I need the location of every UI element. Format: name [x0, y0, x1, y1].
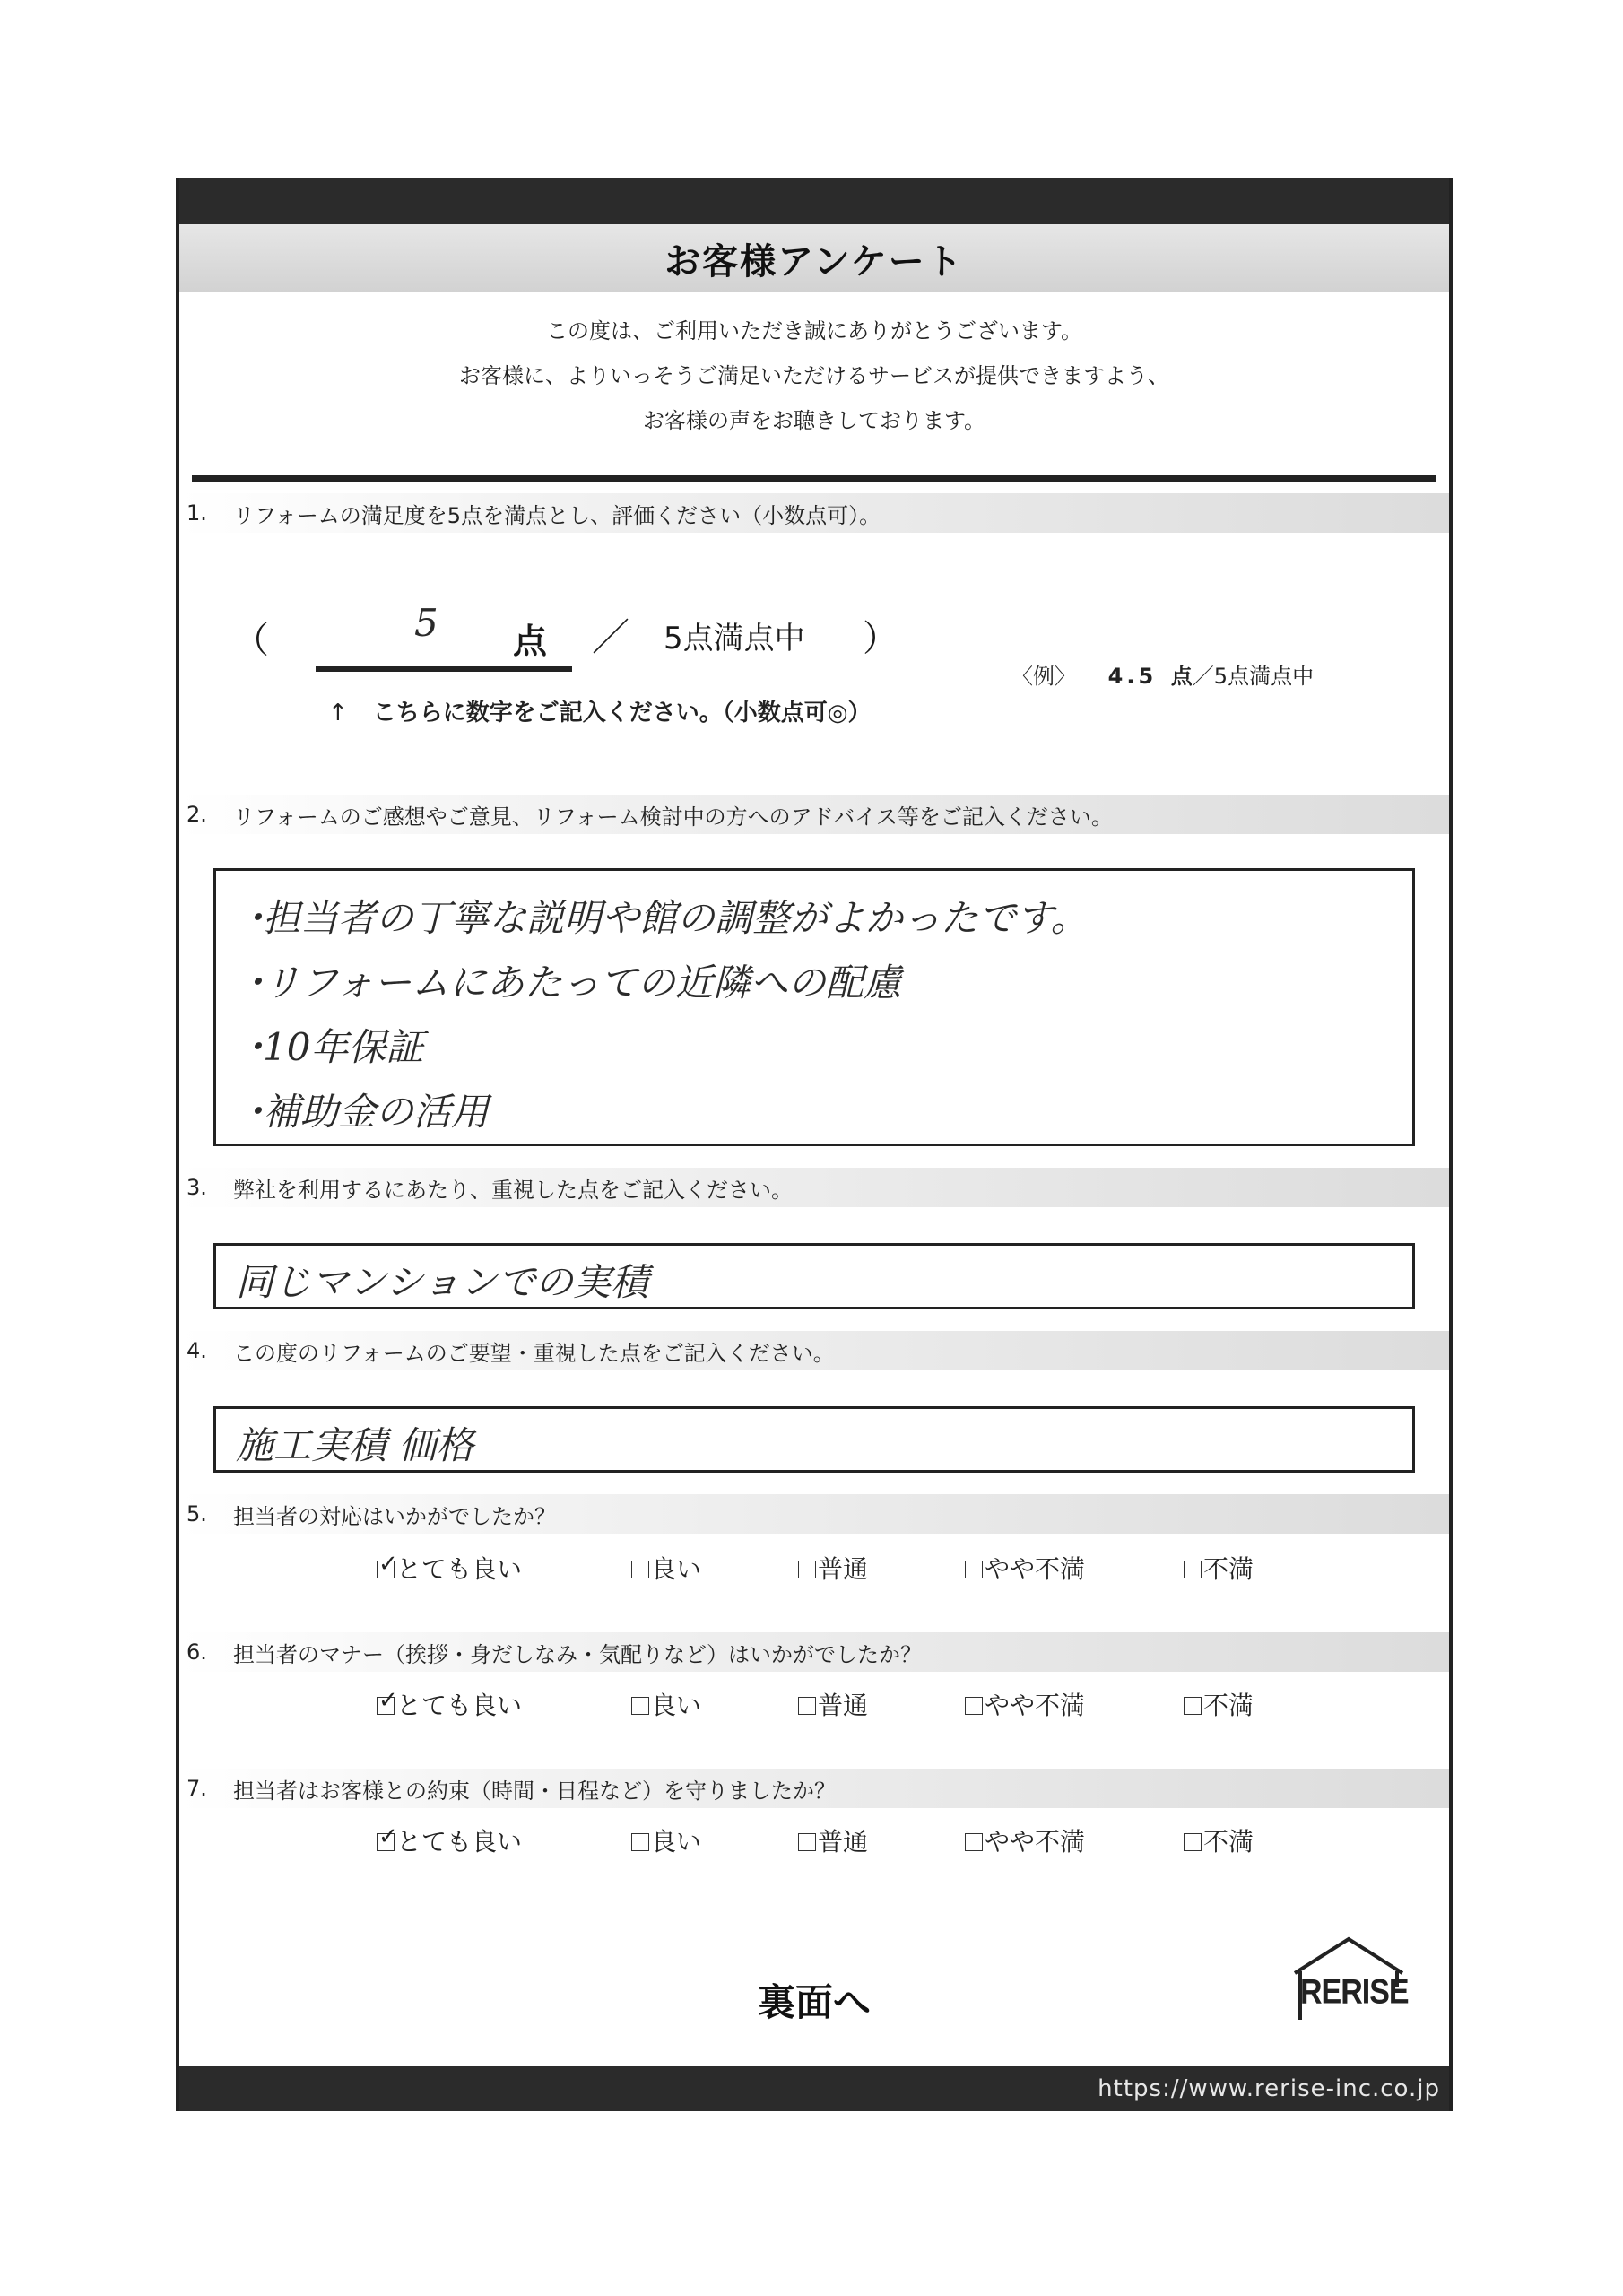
top-bar [179, 178, 1449, 224]
option-3[interactable] [965, 1822, 1085, 1858]
intro-line-3: お客様の声をお聴きしております。 [642, 408, 986, 433]
option-label: 普通 [818, 1554, 869, 1584]
question-number: 2. [187, 802, 207, 827]
checkbox-icon[interactable] [798, 1833, 816, 1851]
checkbox-icon[interactable] [965, 1833, 983, 1851]
option-4[interactable] [1184, 1822, 1254, 1858]
checkbox-icon[interactable] [377, 1687, 398, 1715]
answer-box-q2[interactable] [213, 868, 1415, 1146]
option-2[interactable] [798, 1822, 868, 1858]
question-text: 担当者の対応はいかがでしたか？ [233, 1503, 556, 1529]
option-1[interactable] [631, 1822, 701, 1858]
question-text: 担当者はお客様との約束（時間・日程など）を守りましたか？ [233, 1778, 836, 1804]
options-q5 [179, 1543, 1449, 1587]
option-label: 不満 [1203, 1691, 1254, 1720]
option-label: 普通 [818, 1827, 869, 1857]
option-label: 不満 [1203, 1827, 1254, 1857]
question-1 [179, 493, 1449, 533]
example-unit: 点 [1170, 664, 1193, 689]
checkbox-icon[interactable] [1184, 1561, 1202, 1578]
options-q7 [179, 1815, 1449, 1860]
options-q6 [179, 1679, 1449, 1724]
score-max-text: 5点満点中 [664, 621, 805, 657]
score-paren-open: （ [233, 620, 269, 661]
question-number: 7. [187, 1776, 207, 1801]
answer-line: ・リフォームにあたっての近隣への配慮 [236, 961, 901, 1004]
option-label: 普通 [818, 1691, 869, 1720]
option-4[interactable] [1184, 1550, 1254, 1586]
option-0[interactable] [377, 1686, 522, 1722]
title-bar [179, 224, 1449, 292]
footer-url[interactable]: https://www.rerise-inc.co.jp [1098, 2075, 1440, 2102]
intro-text [179, 309, 1449, 443]
question-text: リフォームの満足度を5点を満点とし、評価ください（小数点可）。 [233, 502, 881, 528]
answer-text: 施工実積 価格 [236, 1423, 474, 1467]
logo-text: RERISE [1300, 1972, 1409, 2012]
up-arrow-icon: ↑ [328, 700, 348, 726]
checkbox-icon[interactable] [798, 1561, 816, 1578]
option-1[interactable] [631, 1550, 701, 1586]
option-label: 良い [651, 1827, 702, 1857]
score-paren-close: ） [863, 618, 898, 659]
question-6 [179, 1632, 1449, 1672]
option-label: 良い [651, 1554, 702, 1584]
question-2 [179, 795, 1449, 834]
checkbox-icon[interactable] [798, 1697, 816, 1715]
question-5 [179, 1494, 1449, 1534]
divider [192, 475, 1436, 482]
question-text: リフォームのご感想やご意見、リフォーム検討中の方へのアドバイス等をご記入ください。 [233, 804, 1113, 830]
answer-line: ・補助金の活用 [236, 1090, 490, 1134]
checkbox-icon[interactable] [1184, 1833, 1202, 1851]
option-2[interactable] [798, 1686, 868, 1722]
question-7 [179, 1769, 1449, 1808]
option-label: とても良い [396, 1554, 523, 1584]
question-number: 3. [187, 1175, 207, 1200]
page-title: お客様アンケート [664, 240, 964, 283]
answer-text: 同じマンションでの実積 [236, 1260, 649, 1304]
option-label: 不満 [1203, 1554, 1254, 1584]
option-3[interactable] [965, 1686, 1085, 1722]
option-label: やや不満 [985, 1827, 1086, 1857]
check-mark-icon: ✓ [378, 1551, 398, 1578]
checkbox-icon[interactable] [377, 1551, 398, 1578]
option-label: やや不満 [985, 1691, 1086, 1720]
checkbox-icon[interactable] [965, 1561, 983, 1578]
option-0[interactable] [377, 1550, 522, 1586]
answer-line: ・10年保証 [236, 1025, 424, 1069]
question-text: 弊社を利用するにあたり、重視した点をご記入ください。 [233, 1177, 793, 1203]
checkbox-icon[interactable] [631, 1833, 649, 1851]
question-text: 担当者のマナー（挨拶・身だしなみ・気配りなど）はいかがでしたか？ [233, 1641, 922, 1667]
option-4[interactable] [1184, 1686, 1254, 1722]
checkbox-icon[interactable] [1184, 1697, 1202, 1715]
example-value: 4.5 [1107, 664, 1158, 689]
question-4 [179, 1331, 1449, 1370]
check-mark-icon: ✓ [378, 1823, 398, 1850]
score-unit: 点 [513, 622, 548, 661]
option-label: とても良い [396, 1691, 523, 1720]
score-example [1011, 658, 1314, 690]
check-mark-icon: ✓ [378, 1687, 398, 1714]
question-number: 6. [187, 1639, 207, 1665]
option-label: 良い [651, 1691, 702, 1720]
example-rest: ／5点満点中 [1192, 664, 1315, 689]
question-number: 4. [187, 1338, 207, 1363]
checkbox-icon[interactable] [377, 1823, 398, 1851]
question-3 [179, 1168, 1449, 1207]
checkbox-icon[interactable] [631, 1697, 649, 1715]
back-page-note: 裏面へ [757, 1980, 871, 2024]
score-input[interactable]: 5 [414, 601, 438, 645]
intro-line-1: この度は、ご利用いただき誠にありがとうございます。 [545, 318, 1083, 344]
score-underline [316, 666, 572, 672]
question-text: この度のリフォームのご要望・重視した点をご記入ください。 [233, 1340, 835, 1366]
answer-box-q4[interactable] [213, 1406, 1415, 1473]
score-instruction [328, 694, 871, 727]
checkbox-icon[interactable] [965, 1697, 983, 1715]
footer-bar [179, 2066, 1449, 2111]
checkbox-icon[interactable] [631, 1561, 649, 1578]
question-number: 5. [187, 1501, 207, 1526]
option-1[interactable] [631, 1686, 701, 1722]
example-label: 〈例〉 [1011, 664, 1076, 689]
intro-line-2: お客様に、よりいっそうご満足いただけるサービスが提供できますよう、 [459, 363, 1169, 388]
instruction-text: こちらに数字をご記入ください。（小数点可◎） [372, 700, 872, 726]
option-label: やや不満 [985, 1554, 1086, 1584]
option-0[interactable] [377, 1822, 522, 1858]
question-number: 1. [187, 500, 207, 526]
answer-box-q3[interactable] [213, 1243, 1415, 1309]
option-3[interactable] [965, 1550, 1085, 1586]
rerise-logo [1286, 1934, 1411, 2023]
option-2[interactable] [798, 1550, 868, 1586]
answer-line: ・担当者の丁寧な説明や館の調整がよかったです。 [236, 896, 1089, 940]
option-label: とても良い [396, 1827, 523, 1857]
survey-sheet [176, 178, 1453, 2111]
score-slash: ／ [592, 615, 630, 659]
